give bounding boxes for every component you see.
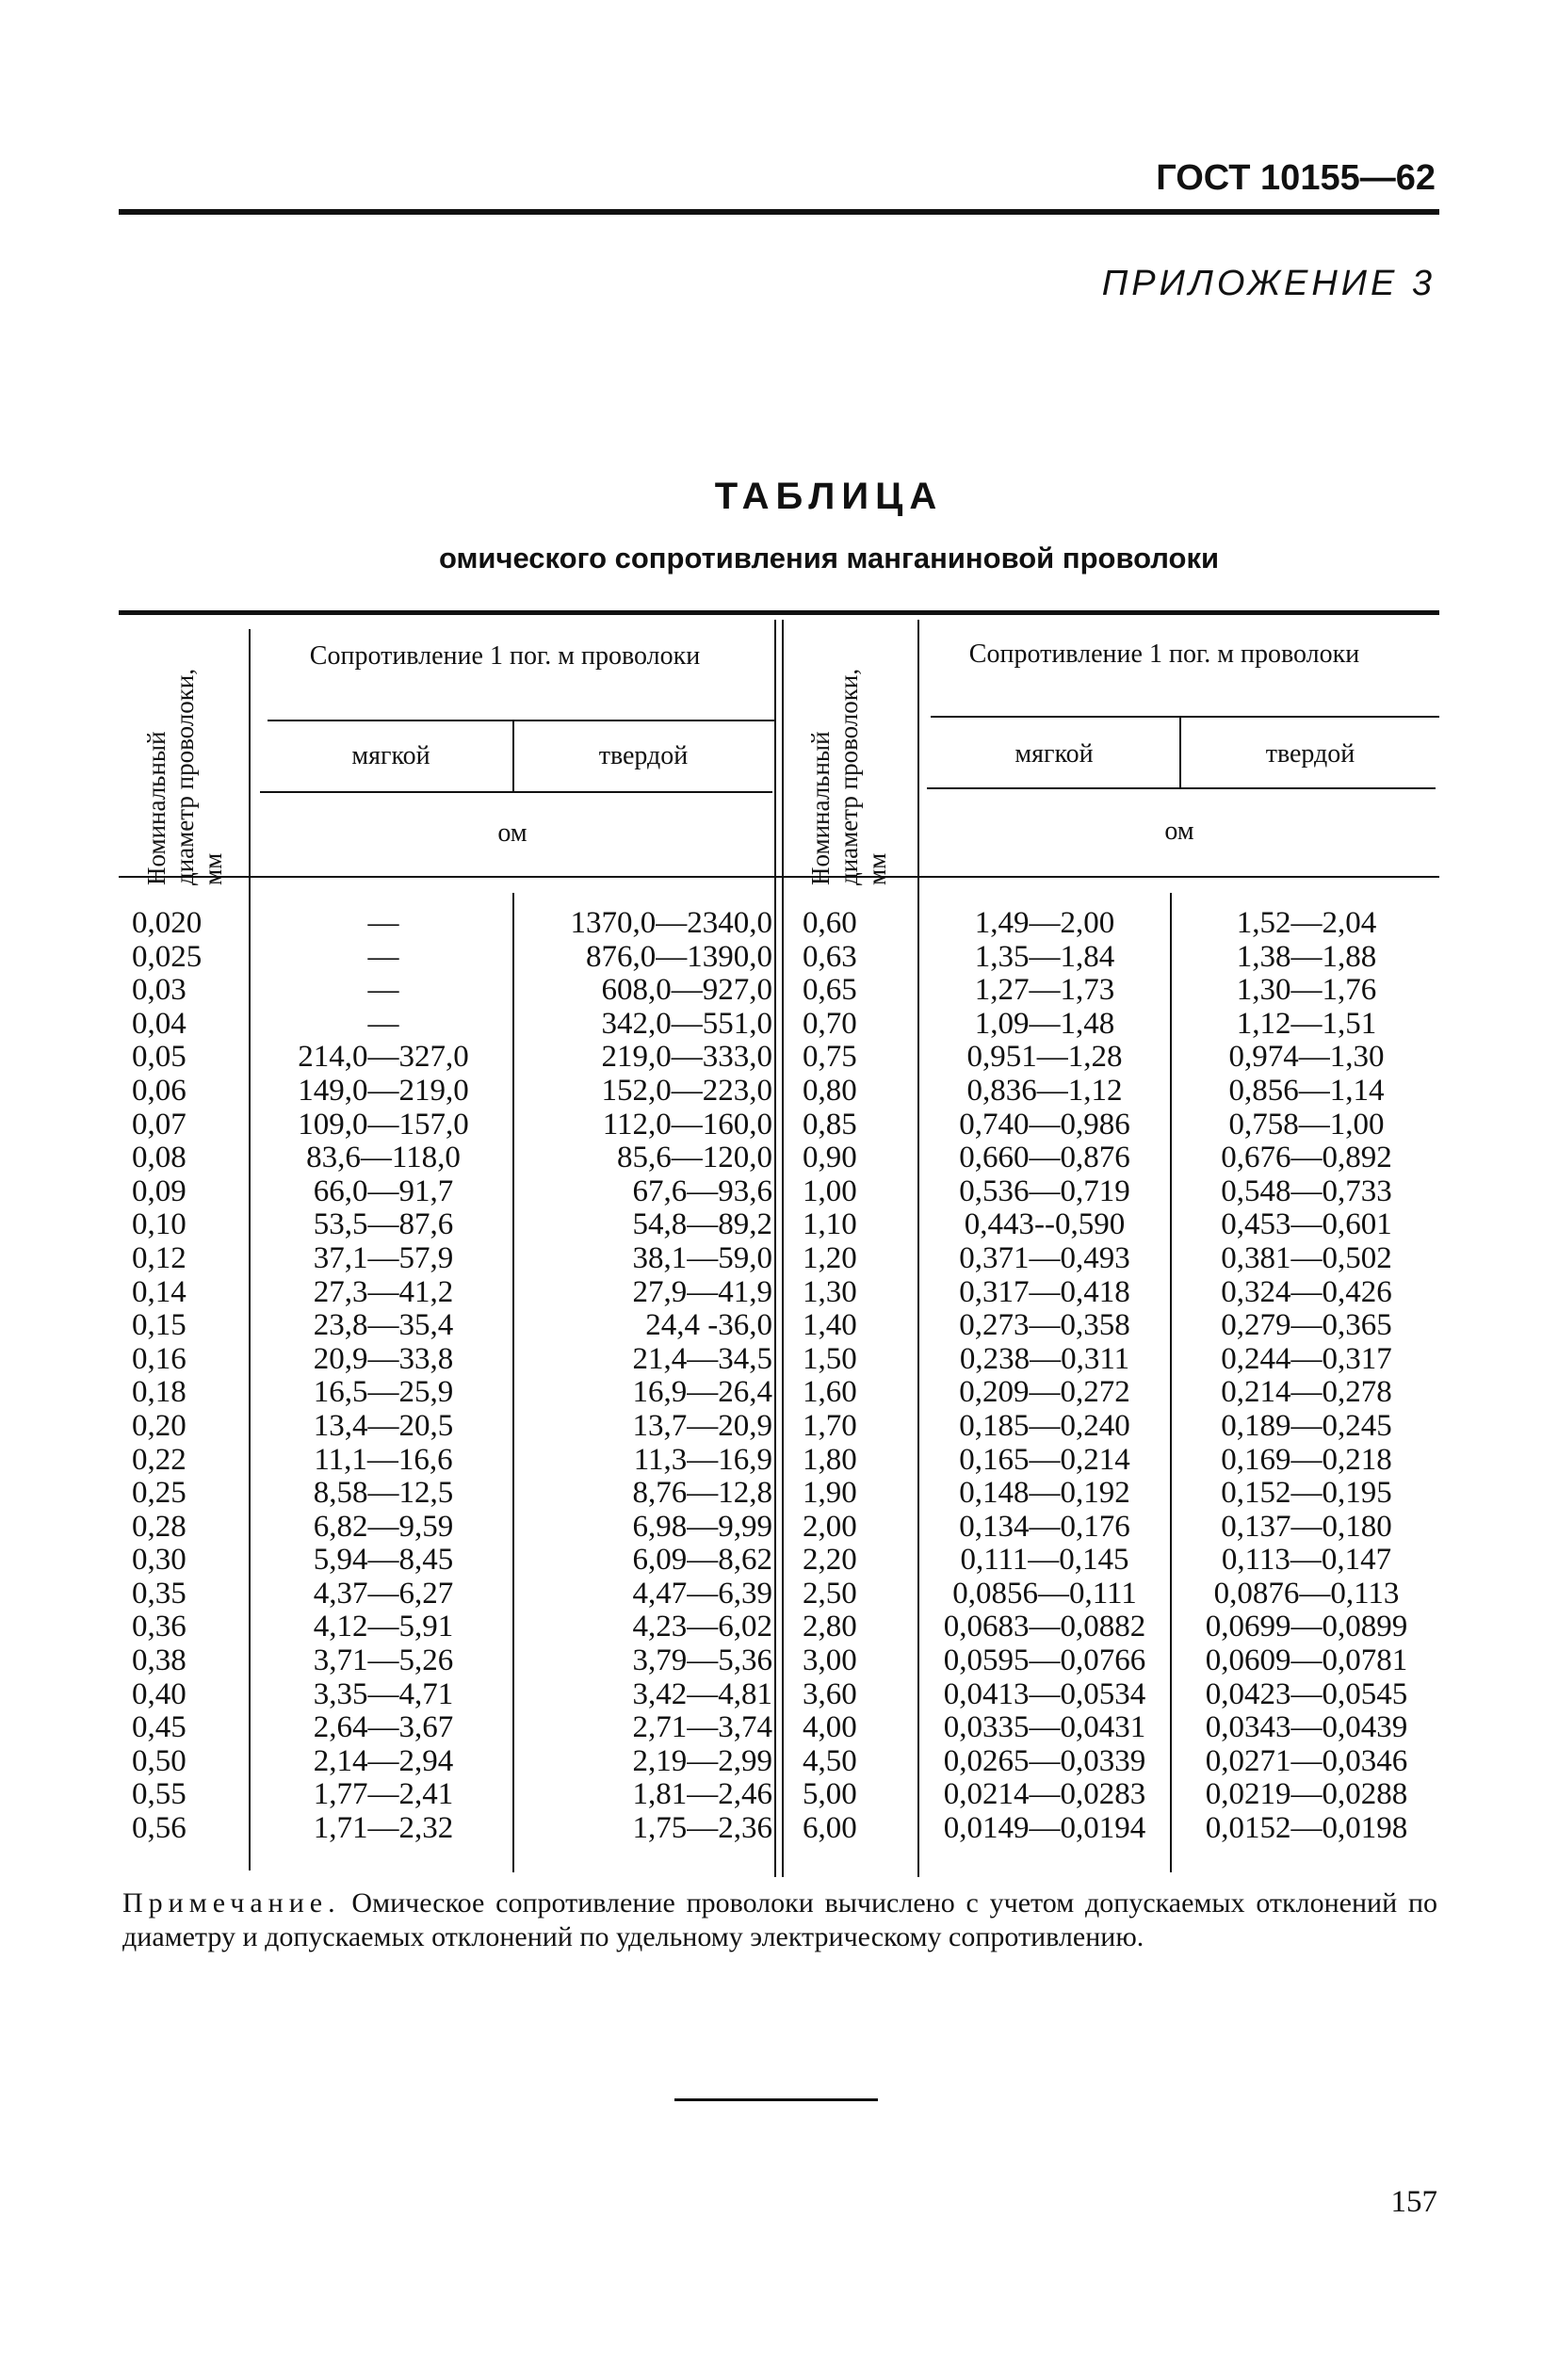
diameter-cell: 0,80 bbox=[803, 1073, 857, 1108]
hard-resistance-cell: 24,4 -36,0 bbox=[645, 1308, 772, 1343]
soft-resistance-cell: 0,740—0,986 bbox=[959, 1107, 1130, 1141]
diameter-cell: 0,45 bbox=[132, 1710, 187, 1745]
soft-resistance-cell: 27,3—41,2 bbox=[313, 1274, 454, 1309]
diameter-cell: 0,22 bbox=[132, 1442, 187, 1477]
hard-resistance-cell: 0,974—1,30 bbox=[1228, 1040, 1385, 1075]
hard-resistance-cell: 0,0699—0,0899 bbox=[1205, 1610, 1408, 1644]
hard-resistance-cell: 0,169—0,218 bbox=[1221, 1442, 1392, 1477]
diameter-cell: 1,30 bbox=[803, 1274, 857, 1309]
diameter-cell: 5,00 bbox=[803, 1777, 857, 1812]
hard-resistance-cell: 1,81—2,46 bbox=[632, 1777, 772, 1812]
diameter-cell: 0,70 bbox=[803, 1006, 857, 1041]
header-sub-rule-right bbox=[931, 716, 1439, 718]
diameter-cell: 1,50 bbox=[803, 1341, 857, 1376]
table-title: ТАБЛИЦА bbox=[714, 476, 944, 517]
diameter-cell: 1,80 bbox=[803, 1442, 857, 1477]
hard-resistance-cell: 0,0343—0,0439 bbox=[1205, 1710, 1408, 1745]
hard-resistance-cell: 13,7—20,9 bbox=[632, 1408, 772, 1443]
diameter-cell: 0,03 bbox=[132, 973, 187, 1008]
hard-resistance-cell: 152,0—223,0 bbox=[601, 1073, 772, 1108]
diameter-cell: 0,04 bbox=[132, 1006, 187, 1041]
soft-resistance-cell: 0,209—0,272 bbox=[959, 1375, 1130, 1410]
hard-resistance-cell: 608,0—927,0 bbox=[601, 973, 772, 1008]
hard-resistance-cell: 6,09—8,62 bbox=[632, 1543, 772, 1578]
note-label: Примечание. bbox=[122, 1887, 341, 1919]
hard-resistance-cell: 11,3—16,9 bbox=[633, 1442, 772, 1477]
hard-resistance-cell: 85,6—120,0 bbox=[617, 1141, 772, 1175]
hard-resistance-cell: 54,8—89,2 bbox=[632, 1207, 772, 1242]
diameter-cell: 0,63 bbox=[803, 939, 857, 974]
hard-resistance-cell: 27,9—41,9 bbox=[632, 1274, 772, 1309]
diameter-cell: 0,36 bbox=[132, 1610, 187, 1644]
diameter-cell: 4,00 bbox=[803, 1710, 857, 1745]
hard-resistance-cell: 4,47—6,39 bbox=[632, 1576, 772, 1611]
header-unit-rule-right bbox=[927, 787, 1436, 789]
diameter-cell: 3,00 bbox=[803, 1643, 857, 1678]
diameter-cell: 1,20 bbox=[803, 1240, 857, 1275]
hard-resistance-cell: 876,0—1390,0 bbox=[586, 939, 772, 974]
hard-resistance-cell: 0,214—0,278 bbox=[1221, 1375, 1392, 1410]
soft-resistance-cell: 2,64—3,67 bbox=[313, 1710, 454, 1745]
soft-resistance-cell: 0,0149—0,0194 bbox=[943, 1811, 1146, 1846]
vrule-3 bbox=[512, 893, 514, 1872]
soft-resistance-cell: 0,148—0,192 bbox=[959, 1476, 1130, 1511]
soft-resistance-cell: 1,35—1,84 bbox=[974, 939, 1115, 974]
diameter-cell: 0,025 bbox=[132, 939, 203, 974]
soft-resistance-cell: 2,14—2,94 bbox=[313, 1743, 454, 1778]
diameter-cell: 2,20 bbox=[803, 1543, 857, 1578]
diameter-cell: 6,00 bbox=[803, 1811, 857, 1846]
soft-resistance-cell: 0,0595—0,0766 bbox=[943, 1643, 1146, 1678]
hard-resistance-cell: 1370,0—2340,0 bbox=[570, 906, 772, 940]
soft-resistance-cell: — bbox=[367, 906, 399, 940]
soft-resistance-cell: 0,836—1,12 bbox=[966, 1073, 1123, 1108]
soft-resistance-cell: — bbox=[367, 1006, 399, 1041]
hard-resistance-cell: 1,30—1,76 bbox=[1236, 973, 1377, 1008]
hard-resistance-cell: 0,0271—0,0346 bbox=[1205, 1743, 1408, 1778]
soft-resistance-cell: 11,1—16,6 bbox=[314, 1442, 453, 1477]
table-top-rule bbox=[119, 610, 1439, 615]
hard-resistance-cell: 0,0423—0,0545 bbox=[1205, 1676, 1408, 1711]
soft-resistance-cell: 0,371—0,493 bbox=[959, 1240, 1130, 1275]
header-soft-right: мягкой bbox=[1014, 739, 1094, 769]
soft-resistance-cell: 0,0683—0,0882 bbox=[943, 1610, 1146, 1644]
hard-resistance-cell: 112,0—160,0 bbox=[602, 1107, 772, 1141]
header-sub-rule-left bbox=[268, 720, 774, 721]
hard-resistance-cell: 0,548—0,733 bbox=[1221, 1174, 1392, 1208]
soft-resistance-cell: 16,5—25,9 bbox=[313, 1375, 454, 1410]
diameter-cell: 0,15 bbox=[132, 1308, 187, 1343]
soft-resistance-cell: 1,49—2,00 bbox=[974, 906, 1115, 940]
column-soft-left bbox=[260, 907, 507, 1846]
resistance-table bbox=[119, 610, 1439, 1877]
soft-resistance-cell: — bbox=[367, 973, 399, 1008]
soft-resistance-cell: 0,0214—0,0283 bbox=[943, 1777, 1146, 1812]
diameter-cell: 0,10 bbox=[132, 1207, 187, 1242]
diameter-cell: 0,50 bbox=[132, 1743, 187, 1778]
soft-resistance-cell: 5,94—8,45 bbox=[313, 1543, 454, 1578]
note-text: Омическое сопротивление проволоки вычислено с учетом допускаемых отклонений по диаметру и допускаемых отклонений по удельному электрическому сопротивлению. bbox=[122, 1887, 1437, 1952]
hard-resistance-cell: 0,244—0,317 bbox=[1221, 1341, 1392, 1376]
soft-resistance-cell: 0,536—0,719 bbox=[959, 1174, 1130, 1208]
diameter-cell: 0,09 bbox=[132, 1174, 187, 1208]
soft-resistance-cell: 23,8—35,4 bbox=[313, 1308, 454, 1343]
hard-resistance-cell: 0,0152—0,0198 bbox=[1205, 1811, 1408, 1846]
diameter-cell: 0,75 bbox=[803, 1040, 857, 1075]
hard-resistance-cell: 2,71—3,74 bbox=[632, 1710, 772, 1745]
diameter-cell: 0,28 bbox=[132, 1509, 187, 1544]
hard-resistance-cell: 4,23—6,02 bbox=[632, 1610, 772, 1644]
hard-resistance-cell: 67,6—93,6 bbox=[632, 1174, 772, 1208]
vrule-7 bbox=[1170, 893, 1172, 1872]
hard-resistance-cell: 1,38—1,88 bbox=[1236, 939, 1377, 974]
diameter-cell: 0,38 bbox=[132, 1643, 187, 1678]
header-soft-left: мягкой bbox=[351, 741, 430, 770]
soft-resistance-cell: — bbox=[367, 939, 399, 974]
hard-resistance-cell: 0,758—1,00 bbox=[1228, 1107, 1385, 1141]
diameter-cell: 1,70 bbox=[803, 1408, 857, 1443]
hard-resistance-cell: 1,75—2,36 bbox=[632, 1811, 772, 1846]
diameter-cell: 0,30 bbox=[132, 1543, 187, 1578]
soft-resistance-cell: 1,71—2,32 bbox=[313, 1811, 454, 1846]
soft-resistance-cell: 1,09—1,48 bbox=[974, 1006, 1115, 1041]
diameter-cell: 0,35 bbox=[132, 1576, 187, 1611]
diameter-cell: 0,12 bbox=[132, 1240, 187, 1275]
soft-resistance-cell: 37,1—57,9 bbox=[313, 1240, 454, 1275]
diameter-cell: 0,14 bbox=[132, 1274, 187, 1309]
diameter-cell: 2,50 bbox=[803, 1576, 857, 1611]
soft-resistance-cell: 13,4—20,5 bbox=[313, 1408, 454, 1443]
diameter-cell: 0,05 bbox=[132, 1040, 187, 1075]
hard-resistance-cell: 0,279—0,365 bbox=[1221, 1308, 1392, 1343]
hard-resistance-cell: 38,1—59,0 bbox=[632, 1240, 772, 1275]
diameter-cell: 0,56 bbox=[132, 1811, 187, 1846]
soft-resistance-cell: 0,165—0,214 bbox=[959, 1442, 1130, 1477]
hard-resistance-cell: 16,9—26,4 bbox=[632, 1375, 772, 1410]
hard-resistance-cell: 3,79—5,36 bbox=[632, 1643, 772, 1678]
document-code: ГОСТ 10155—62 bbox=[1156, 158, 1436, 198]
soft-resistance-cell: 0,185—0,240 bbox=[959, 1408, 1130, 1443]
hard-resistance-cell: 0,113—0,147 bbox=[1221, 1543, 1392, 1578]
diameter-cell: 0,20 bbox=[132, 1408, 187, 1443]
soft-resistance-cell: 0,317—0,418 bbox=[959, 1274, 1130, 1309]
diameter-cell: 1,40 bbox=[803, 1308, 857, 1343]
header-resistance-left: Сопротивление 1 пог. м проволоки bbox=[309, 641, 701, 671]
column-hard-left bbox=[518, 907, 772, 1846]
vrule-1 bbox=[249, 629, 251, 1870]
diameter-cell: 0,25 bbox=[132, 1476, 187, 1511]
hard-resistance-cell: 0,324—0,426 bbox=[1221, 1274, 1392, 1309]
hard-resistance-cell: 0,0876—0,113 bbox=[1213, 1576, 1400, 1611]
hard-resistance-cell: 342,0—551,0 bbox=[601, 1006, 772, 1041]
soft-resistance-cell: 20,9—33,8 bbox=[313, 1341, 454, 1376]
diameter-cell: 0,55 bbox=[132, 1777, 187, 1812]
soft-resistance-cell: 0,111—0,145 bbox=[960, 1543, 1129, 1578]
soft-resistance-cell: 0,951—1,28 bbox=[966, 1040, 1123, 1075]
header-resistance-right: Сопротивление 1 пог. м проволоки bbox=[968, 640, 1360, 669]
diameter-cell: 1,10 bbox=[803, 1207, 857, 1242]
diameter-cell: 0,07 bbox=[132, 1107, 187, 1141]
hard-resistance-cell: 219,0—333,0 bbox=[601, 1040, 772, 1075]
header-unit-rule-left bbox=[260, 791, 772, 793]
soft-resistance-cell: 1,77—2,41 bbox=[313, 1777, 454, 1812]
vrule-4a bbox=[774, 620, 776, 1877]
hard-resistance-cell: 3,42—4,81 bbox=[632, 1676, 772, 1711]
hard-resistance-cell: 0,381—0,502 bbox=[1221, 1240, 1392, 1275]
header-rule bbox=[119, 209, 1439, 215]
hard-resistance-cell: 0,152—0,195 bbox=[1221, 1476, 1392, 1511]
soft-resistance-cell: 8,58—12,5 bbox=[313, 1476, 454, 1511]
diameter-cell: 2,80 bbox=[803, 1610, 857, 1644]
hard-resistance-cell: 0,137—0,180 bbox=[1221, 1509, 1392, 1544]
hard-resistance-cell: 0,0609—0,0781 bbox=[1205, 1643, 1408, 1678]
diameter-cell: 0,85 bbox=[803, 1107, 857, 1141]
column-diameter-left bbox=[132, 907, 245, 1846]
soft-resistance-cell: 149,0—219,0 bbox=[298, 1073, 469, 1108]
page-number: 157 bbox=[1390, 2185, 1437, 2219]
soft-resistance-cell: 214,0—327,0 bbox=[298, 1040, 469, 1075]
soft-resistance-cell: 0,238—0,311 bbox=[959, 1341, 1130, 1376]
diameter-cell: 1,00 bbox=[803, 1174, 857, 1208]
header-diameter-right: Номинальный диаметр проволоки, мм bbox=[806, 668, 891, 885]
hard-resistance-cell: 0,0219—0,0288 bbox=[1205, 1777, 1408, 1812]
soft-resistance-cell: 0,443--0,590 bbox=[964, 1207, 1126, 1242]
soft-resistance-cell: 4,37—6,27 bbox=[313, 1576, 454, 1611]
diameter-cell: 3,60 bbox=[803, 1676, 857, 1711]
header-bottom-rule bbox=[119, 876, 1439, 878]
soft-resistance-cell: 53,5—87,6 bbox=[313, 1207, 454, 1242]
header-unit-left: ом bbox=[497, 818, 527, 848]
hard-resistance-cell: 0,453—0,601 bbox=[1221, 1207, 1392, 1242]
diameter-cell: 0,90 bbox=[803, 1141, 857, 1175]
footer-rule bbox=[674, 2098, 878, 2101]
soft-resistance-cell: 0,660—0,876 bbox=[959, 1141, 1130, 1175]
table-subtitle: омического сопротивления манганиновой проволоки bbox=[438, 542, 1220, 575]
soft-resistance-cell: 1,27—1,73 bbox=[974, 973, 1115, 1008]
column-hard-right bbox=[1174, 907, 1439, 1846]
diameter-cell: 0,65 bbox=[803, 973, 857, 1008]
hard-resistance-cell: 1,52—2,04 bbox=[1236, 906, 1377, 940]
hard-resistance-cell: 6,98—9,99 bbox=[632, 1509, 772, 1544]
diameter-cell: 0,06 bbox=[132, 1073, 187, 1108]
appendix-label: ПРИЛОЖЕНИЕ 3 bbox=[1101, 264, 1436, 303]
soft-resistance-cell: 0,0265—0,0339 bbox=[943, 1743, 1146, 1778]
diameter-cell: 0,08 bbox=[132, 1141, 187, 1175]
hard-resistance-cell: 2,19—2,99 bbox=[632, 1743, 772, 1778]
diameter-cell: 1,60 bbox=[803, 1375, 857, 1410]
soft-resistance-cell: 0,0856—0,111 bbox=[952, 1576, 1137, 1611]
header-unit-right: ом bbox=[1164, 817, 1194, 846]
column-diameter-right bbox=[803, 907, 914, 1846]
soft-resistance-cell: 0,0335—0,0431 bbox=[943, 1710, 1146, 1745]
diameter-cell: 4,50 bbox=[803, 1743, 857, 1778]
diameter-cell: 0,18 bbox=[132, 1375, 187, 1410]
diameter-cell: 0,40 bbox=[132, 1676, 187, 1711]
soft-resistance-cell: 0,134—0,176 bbox=[959, 1509, 1130, 1544]
soft-resistance-cell: 3,71—5,26 bbox=[313, 1643, 454, 1678]
hard-resistance-cell: 1,12—1,51 bbox=[1236, 1006, 1377, 1041]
soft-resistance-cell: 66,0—91,7 bbox=[313, 1174, 454, 1208]
soft-resistance-cell: 83,6—118,0 bbox=[306, 1141, 461, 1175]
header-hard-left: твердой bbox=[598, 741, 689, 770]
diameter-cell: 0,020 bbox=[132, 906, 203, 940]
column-soft-right bbox=[919, 907, 1170, 1846]
vrule-4b bbox=[782, 620, 784, 1877]
soft-resistance-cell: 0,0413—0,0534 bbox=[943, 1676, 1146, 1711]
hard-resistance-cell: 0,676—0,892 bbox=[1221, 1141, 1392, 1175]
hard-resistance-cell: 0,856—1,14 bbox=[1228, 1073, 1385, 1108]
diameter-cell: 0,16 bbox=[132, 1341, 187, 1376]
soft-resistance-cell: 3,35—4,71 bbox=[313, 1676, 454, 1711]
header-diameter-left: Номинальный диаметр проволоки, мм bbox=[142, 668, 227, 885]
header-hard-right: твердой bbox=[1265, 739, 1355, 769]
soft-resistance-cell: 6,82—9,59 bbox=[313, 1509, 454, 1544]
diameter-cell: 2,00 bbox=[803, 1509, 857, 1544]
diameter-cell: 0,60 bbox=[803, 906, 857, 940]
table-note bbox=[122, 1886, 1437, 1954]
soft-resistance-cell: 109,0—157,0 bbox=[298, 1107, 469, 1141]
hard-resistance-cell: 0,189—0,245 bbox=[1221, 1408, 1392, 1443]
hard-resistance-cell: 21,4—34,5 bbox=[632, 1341, 772, 1376]
hard-resistance-cell: 8,76—12,8 bbox=[632, 1476, 772, 1511]
soft-resistance-cell: 0,273—0,358 bbox=[959, 1308, 1130, 1343]
diameter-cell: 1,90 bbox=[803, 1476, 857, 1511]
soft-resistance-cell: 4,12—5,91 bbox=[313, 1610, 454, 1644]
